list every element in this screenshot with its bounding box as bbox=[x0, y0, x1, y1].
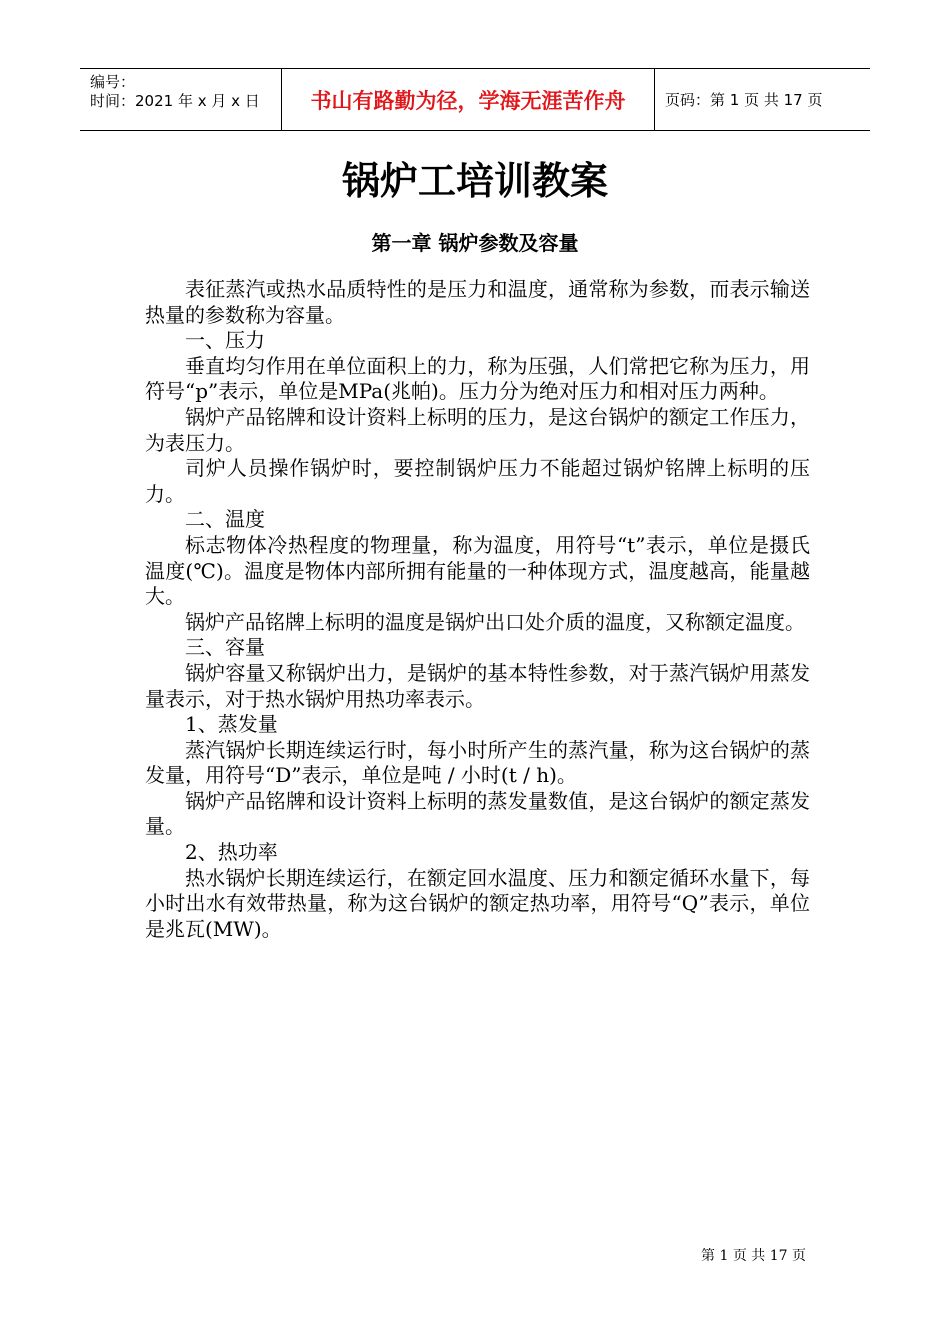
paragraph: 标志物体冷热程度的物理量，称为温度，用符号“t”表示，单位是摄氏温度(℃)。温度是物体内部所拥有能量的一种体现方式，温度越高，能量越大。 bbox=[145, 532, 810, 609]
document-number-label: 编号： bbox=[90, 73, 136, 91]
header-meta bbox=[80, 69, 282, 130]
page-header bbox=[80, 68, 870, 131]
paragraph: 锅炉产品铭牌和设计资料上标明的压力，是这台锅炉的额定工作压力，为表压力。 bbox=[145, 404, 810, 455]
document-date: 时间：2021 年 x 月 x 日 bbox=[90, 92, 260, 110]
section-heading: 三、容量 bbox=[185, 635, 265, 660]
header-motto: 书山有路勤为径，学海无涯苦作舟 bbox=[282, 69, 655, 130]
paragraph: 垂直均匀作用在单位面积上的力，称为压强，人们常把它称为压力，用符号“p”表示，单位是MPa(兆帕)。压力分为绝对压力和相对压力两种。 bbox=[145, 353, 810, 404]
section-heading: 一、压力 bbox=[185, 328, 265, 353]
document-title: 锅炉工培训教案 bbox=[341, 159, 608, 203]
paragraph: 表征蒸汽或热水品质特性的是压力和温度，通常称为参数，而表示输送热量的参数称为容量。 bbox=[145, 277, 810, 327]
subsection-heading: 1、蒸发量 bbox=[185, 712, 278, 737]
paragraph: 热水锅炉长期连续运行，在额定回水温度、压力和额定循环水量下，每小时出水有效带热量，称为这台锅炉的额定热功率，用符号“Q”表示，单位是兆瓦(MW)。 bbox=[145, 865, 810, 941]
paragraph: 锅炉容量又称锅炉出力，是锅炉的基本特性参数，对于蒸汽锅炉用蒸发量表示，对于热水锅炉用热功率表示。 bbox=[145, 660, 810, 711]
paragraph: 司炉人员操作锅炉时，要控制锅炉压力不能超过锅炉铭牌上标明的压力。 bbox=[145, 456, 810, 506]
page-footer: 第 1 页 共 17 页 bbox=[701, 1248, 806, 1264]
section-heading: 二、温度 bbox=[185, 507, 265, 532]
document-body bbox=[145, 277, 810, 942]
paragraph: 锅炉产品铭牌和设计资料上标明的蒸发量数值，是这台锅炉的额定蒸发量。 bbox=[145, 788, 810, 839]
paragraph: 蒸汽锅炉长期连续运行时，每小时所产生的蒸汽量，称为这台锅炉的蒸发量，用符号“D”表示，单位是吨 / 小时(t / h)。 bbox=[145, 737, 810, 788]
paragraph: 锅炉产品铭牌上标明的温度是锅炉出口处介质的温度，又称额定温度。 bbox=[185, 609, 805, 634]
header-page-info: 页码：第 1 页 共 17 页 bbox=[665, 91, 823, 109]
subsection-heading: 2、热功率 bbox=[185, 840, 278, 865]
chapter-heading: 第一章 锅炉参数及容量 bbox=[371, 231, 579, 255]
